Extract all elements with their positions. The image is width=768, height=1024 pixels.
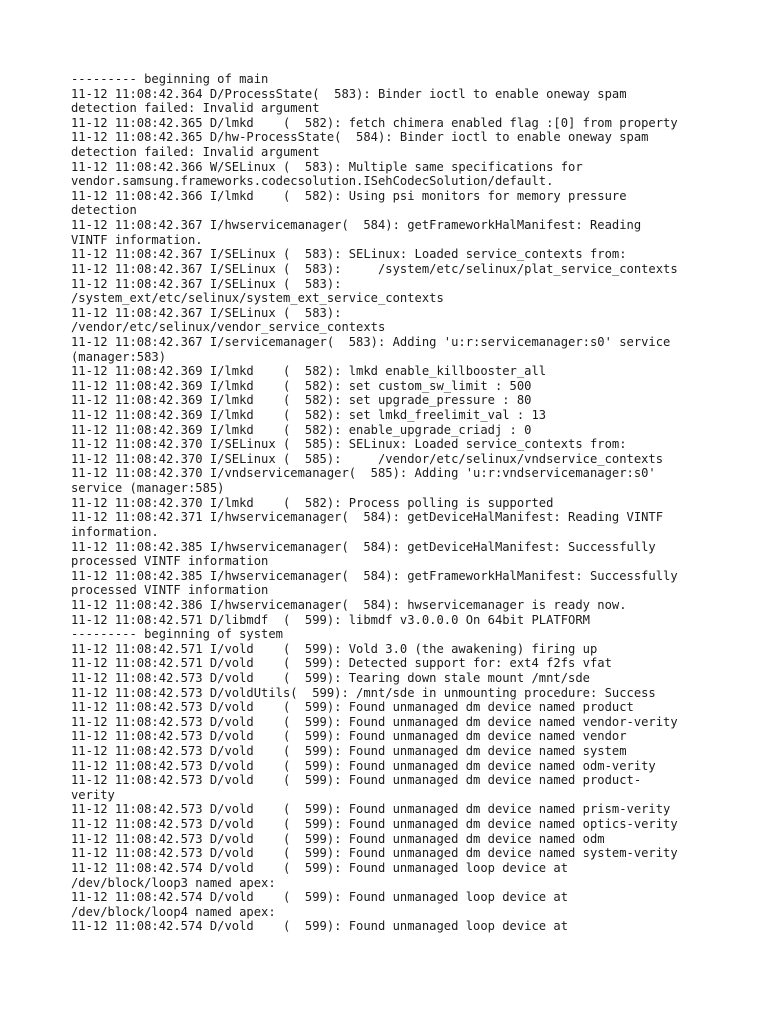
log-line: 11-12 11:08:42.365 D/lmkd ( 582): fetch chimera enabled flag :[0] from property (71, 115, 678, 130)
log-line: 11-12 11:08:42.367 I/hwservicemanager( 584): getFrameworkHalManifest: Reading (71, 218, 642, 233)
log-line: /dev/block/loop4 named apex: (71, 904, 276, 919)
log-line: 11-12 11:08:42.369 I/lmkd ( 582): enable_upgrade_criadj : 0 (71, 422, 532, 437)
log-line: 11-12 11:08:42.385 I/hwservicemanager( 584): getFrameworkHalManifest: Successfully (71, 568, 678, 583)
log-line: 11-12 11:08:42.573 D/voldUtils( 599): /mnt/sde in unmounting procedure: Success (71, 685, 656, 700)
log-line: verity (71, 787, 115, 802)
log-line: 11-12 11:08:42.573 D/vold ( 599): Found unmanaged dm device named prism-verity (71, 802, 671, 817)
log-line: /vendor/etc/selinux/vendor_service_contexts (71, 320, 386, 335)
log-line: 11-12 11:08:42.370 I/SELinux ( 585): /vendor/etc/selinux/vndservice_contexts (71, 451, 664, 466)
log-text (71, 72, 711, 934)
log-line: 11-12 11:08:42.573 D/vold ( 599): Found unmanaged dm device named system (71, 744, 627, 759)
log-line: 11-12 11:08:42.573 D/vold ( 599): Tearing down stale mount /mnt/sde (71, 670, 590, 685)
log-line: service (manager:585) (71, 481, 225, 496)
log-line: 11-12 11:08:42.365 D/hw-ProcessState( 584): Binder ioctl to enable oneway spam (71, 130, 649, 145)
log-line: 11-12 11:08:42.369 I/lmkd ( 582): set custom_sw_limit : 500 (71, 378, 532, 393)
log-line: VINTF information. (71, 232, 203, 247)
log-line: (manager:583) (71, 349, 167, 364)
log-line: 11-12 11:08:42.573 D/vold ( 599): Found unmanaged dm device named vendor (71, 729, 627, 744)
log-line: /system_ext/etc/selinux/system_ext_service_contexts (71, 291, 444, 306)
log-line: detection failed: Invalid argument (71, 145, 320, 160)
log-line: 11-12 11:08:42.369 I/lmkd ( 582): lmkd enable_killbooster_all (71, 364, 547, 379)
log-line: --------- beginning of main (71, 72, 269, 86)
log-line: 11-12 11:08:42.370 I/SELinux ( 585): SELinux: Loaded service_contexts from: (71, 437, 627, 452)
log-line: 11-12 11:08:42.386 I/hwservicemanager( 584): hwservicemanager is ready now. (71, 597, 627, 612)
log-line: 11-12 11:08:42.573 D/vold ( 599): Found unmanaged dm device named system-verity (71, 846, 678, 861)
log-line: detection failed: Invalid argument (71, 101, 320, 116)
log-line: processed VINTF information (71, 554, 269, 569)
log-line: 11-12 11:08:42.574 D/vold ( 599): Found unmanaged loop device at (71, 860, 569, 875)
log-line: vendor.samsung.frameworks.codecsolution.ISehCodecSolution/default. (71, 174, 554, 189)
log-line: 11-12 11:08:42.371 I/hwservicemanager( 584): getDeviceHalManifest: Reading VINTF (71, 510, 664, 525)
log-line: 11-12 11:08:42.369 I/lmkd ( 582): set lmkd_freelimit_val : 13 (71, 408, 547, 423)
log-line: 11-12 11:08:42.571 D/vold ( 599): Detected support for: ext4 f2fs vfat (71, 656, 612, 671)
log-line: 11-12 11:08:42.367 I/SELinux ( 583): SELinux: Loaded service_contexts from: (71, 247, 627, 262)
log-line: 11-12 11:08:42.573 D/vold ( 599): Found unmanaged dm device named odm (71, 831, 605, 846)
log-line: 11-12 11:08:42.366 I/lmkd ( 582): Using psi monitors for memory pressure (71, 188, 627, 203)
log-line: 11-12 11:08:42.367 I/SELinux ( 583): (71, 276, 342, 291)
log-line: 11-12 11:08:42.369 I/lmkd ( 582): set upgrade_pressure : 80 (71, 393, 532, 408)
log-line: 11-12 11:08:42.571 D/libmdf ( 599): libmdf v3.0.0.0 On 64bit PLATFORM (71, 612, 590, 627)
log-line: 11-12 11:08:42.370 I/vndservicemanager( 585): Adding 'u:r:vndservicemanager:s0' (71, 466, 656, 481)
log-line: 11-12 11:08:42.574 D/vold ( 599): Found unmanaged loop device at (71, 919, 569, 934)
log-line: /dev/block/loop3 named apex: (71, 875, 276, 890)
log-line: 11-12 11:08:42.367 I/servicemanager( 583): Adding 'u:r:servicemanager:s0' service (71, 334, 671, 349)
log-line: 11-12 11:08:42.370 I/lmkd ( 582): Process polling is supported (71, 495, 554, 510)
log-line: detection (71, 203, 137, 218)
log-line: 11-12 11:08:42.571 I/vold ( 599): Vold 3.0 (the awakening) firing up (71, 641, 598, 656)
log-line: 11-12 11:08:42.573 D/vold ( 599): Found unmanaged dm device named product- (71, 773, 642, 788)
log-line: 11-12 11:08:42.385 I/hwservicemanager( 584): getDeviceHalManifest: Successfully (71, 539, 656, 554)
log-line: 11-12 11:08:42.573 D/vold ( 599): Found unmanaged dm device named optics-verity (71, 817, 678, 832)
log-line: --------- beginning of system (71, 627, 283, 642)
log-line: 11-12 11:08:42.364 D/ProcessState( 583): Binder ioctl to enable oneway spam (71, 86, 627, 101)
log-line: 11-12 11:08:42.574 D/vold ( 599): Found unmanaged loop device at (71, 890, 569, 905)
log-line: 11-12 11:08:42.573 D/vold ( 599): Found unmanaged dm device named vendor-verity (71, 714, 678, 729)
log-line: processed VINTF information (71, 583, 269, 598)
log-line: 11-12 11:08:42.367 I/SELinux ( 583): /system/etc/selinux/plat_service_contexts (71, 261, 678, 276)
log-line: 11-12 11:08:42.367 I/SELinux ( 583): (71, 305, 342, 320)
log-line: information. (71, 524, 159, 539)
log-line: 11-12 11:08:42.573 D/vold ( 599): Found unmanaged dm device named odm-verity (71, 758, 656, 773)
log-line: 11-12 11:08:42.366 W/SELinux ( 583): Multiple same specifications for (71, 159, 583, 174)
log-line: 11-12 11:08:42.573 D/vold ( 599): Found unmanaged dm device named product (71, 700, 634, 715)
